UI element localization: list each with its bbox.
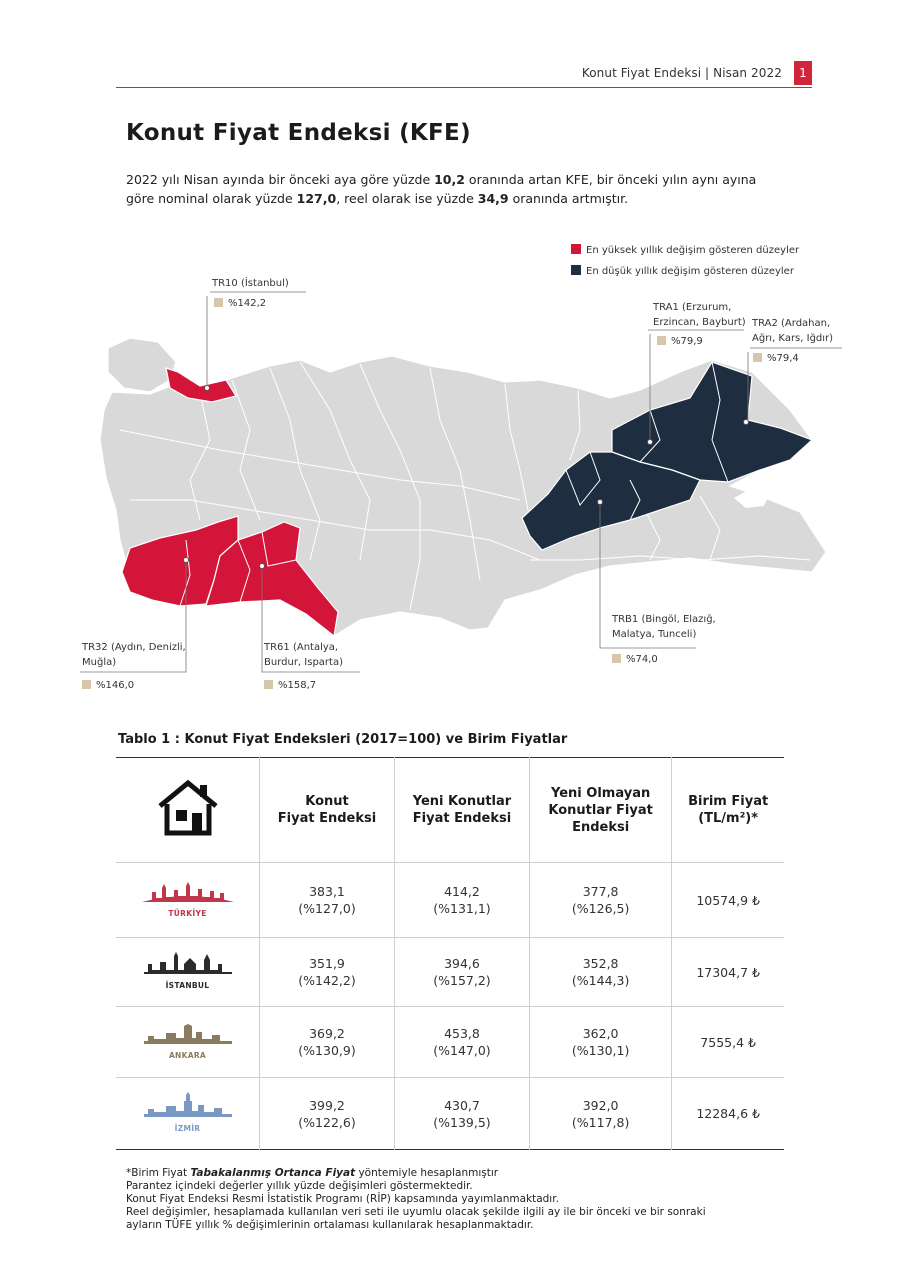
izmir-skyline-icon [140,1091,236,1119]
kfe-table [116,757,784,1150]
intro-paragraph: 2022 yılı Nisan ayında bir önceki aya göre yüzde 10,2 oranında artan KFE, bir önceki yılın aynı ayına göre nominal olarak yüzde 127,0, reel olarak ise yüzde 34,9 oranında artmıştır. [126,172,757,206]
table-row [116,1078,784,1150]
legend-item-highest: En yüksek yıllık değişim gösteren düzeyler [571,244,799,256]
istanbul-skyline-icon [140,950,236,976]
value-swatch [657,336,666,345]
footnote-4: Reel değişimler, hesaplamada kullanılan veri seti ile uyumlu olacak şekilde ilgili ay ile bir önceki ve bir sonraki [126,1206,706,1218]
value-swatch [82,680,91,689]
value-swatch [264,680,273,689]
cell-kfe: 383,1 (%127,0) [260,863,395,938]
map-region-thrace [108,338,176,392]
turkiye-skyline-icon [140,878,236,904]
header-konut-fiyat-endeksi: Konut Fiyat Endeksi [260,758,395,863]
cell-kfe: 351,9 (%142,2) [260,938,395,1007]
footnote-2: Parantez içindeki değerler yıllık yüzde değişimleri göstermektedir. [126,1180,473,1192]
cell-birim: 17304,7 ₺ [672,938,784,1007]
table-header-row [116,758,784,863]
cell-yeni: 430,7 (%139,5) [394,1078,529,1150]
value-swatch [612,654,621,663]
cell-eski: 392,0 (%117,8) [529,1078,671,1150]
value-swatch [214,298,223,307]
table-caption: Tablo 1 : Konut Fiyat Endeksleri (2017=100) ve Birim Fiyatlar [118,732,568,747]
header-birim-fiyat: Birim Fiyat (TL/m²)* [672,758,784,863]
cell-yeni: 414,2 (%131,1) [394,863,529,938]
region-value-tr10: %142,2 [214,298,266,309]
footnotes [126,1167,776,1232]
region-label-tra1: TRA1 (Erzurum, Erzincan, Bayburt) [653,302,746,328]
cell-eski: 377,8 (%126,5) [529,863,671,938]
cell-kfe: 399,2 (%122,6) [260,1078,395,1150]
ankara-skyline-icon [140,1020,236,1046]
cell-eski: 352,8 (%144,3) [529,938,671,1007]
region-value-tr32: %146,0 [82,680,134,691]
legend-item-lowest: En düşük yıllık değişim gösteren düzeyler [571,265,794,277]
header-yeni-konutlar: Yeni Konutlar Fiyat Endeksi [394,758,529,863]
region-value-tra1: %79,9 [657,336,703,347]
cell-yeni: 394,6 (%157,2) [394,938,529,1007]
footnote-3: Konut Fiyat Endeksi Resmi İstatistik Programı (RİP) kapsamında yayımlanmaktadır. [126,1193,559,1205]
cell-eski: 362,0 (%130,1) [529,1007,671,1078]
city-cell-istanbul: İSTANBUL [116,938,260,1007]
region-label-trb1: TRB1 (Bingöl, Elazığ, Malatya, Tunceli) [612,614,716,640]
footnote-1: *Birim Fiyat Tabakalanmış Ortanca Fiyat yöntemiyle hesaplanmıştır [126,1167,499,1179]
house-icon [156,779,220,837]
region-label-tr10: TR10 (İstanbul) [212,278,289,289]
header-yeni-olmayan-konutlar: Yeni Olmayan Konutlar Fiyat Endeksi [529,758,671,863]
region-label-tra2: TRA2 (Ardahan, Ağrı, Kars, Iğdır) [752,318,834,344]
table-row [116,1007,784,1078]
region-value-trb1: %74,0 [612,654,658,665]
cell-yeni: 453,8 (%147,0) [394,1007,529,1078]
region-label-tr61: TR61 (Antalya, Burdur, Isparta) [264,642,343,668]
region-label-tr32: TR32 (Aydın, Denizli, Muğla) [82,642,186,668]
cell-birim: 12284,6 ₺ [672,1078,784,1150]
page-title: Konut Fiyat Endeksi (KFE) [126,120,471,146]
house-header-cell [116,758,260,863]
city-cell-turkiye: TÜRKİYE [116,863,260,938]
city-cell-izmir: İZMİR [116,1078,260,1150]
page-number-badge: 1 [794,61,812,85]
table-row [116,863,784,938]
table-row [116,938,784,1007]
value-swatch [753,353,762,362]
header-title: Konut Fiyat Endeksi | Nisan 2022 [581,66,782,80]
region-value-tr61: %158,7 [264,680,316,691]
region-value-tra2: %79,4 [753,353,799,364]
cell-birim: 7555,4 ₺ [672,1007,784,1078]
cell-kfe: 369,2 (%130,9) [260,1007,395,1078]
cell-birim: 10574,9 ₺ [672,863,784,938]
footnote-5: ayların TÜFE yıllık % değişimlerinin ortalaması kullanılarak hesaplanmaktadır. [126,1219,534,1231]
city-cell-ankara: ANKARA [116,1007,260,1078]
